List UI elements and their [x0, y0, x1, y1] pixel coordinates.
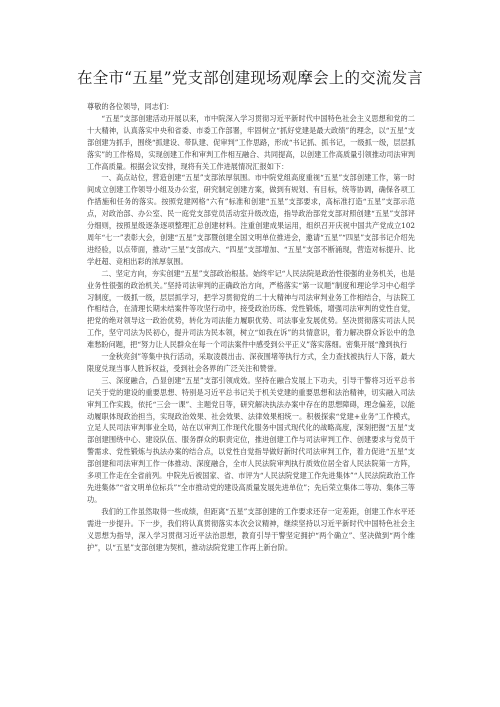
paragraph-continuation: 一金秋亮剑”等集中执行活动，采取凌晨出击、深夜围堵等执行方式，全力查找被执行人下落，最大限度兑现当事人胜诉权益，受到社会各界的广泛关注和赞誉。 — [87, 352, 415, 373]
paragraph-section-one: 一、高点站位，营造创建“五星”支部浓厚氛围。市中院党组高度重视“五星”支部创建工作，第一时间成立创建工作领导小组及办公室，研究制定创建方案，做到有规划、有目标，统等协调，确保各项工作措施和任务的落实。按照党建网格“六有”标准和创建“五星”支部要求，高标准打造“五星”支部示范点，对政治部、办公室、民一庭党支部党员活动室升级改造，指导政治部党支部对照创建“五星”支部评分细则，按照星级逐条逐项整理汇总创建材料。注重创建成果运用，组织召开庆祝中国共产党成立102周年“七一”表彰大会，创建“五星”支部暨创建全国文明单位推进会，邀请“五星”“四星”支部书记介绍先进经验，以点带面，推动“三星”支部成六、“四星”支部增加、“五星”支部不断涌现，营造对标提升、比学赶超、竞相出彩的浓厚氛围。 — [87, 173, 415, 266]
document-body — [87, 101, 415, 553]
paragraph-section-two: 二、坚定方向，夯实创建“五星”支部政治根基。始终牢记“人民法院是政治性很强的业务机关，也是业务性很强的政治机关。”坚持司法审判的正确政治方向，严格落实“第一议题”制度和理论学习中心组学习制度，一级抓一级，层层抓学习，把学习贯彻党的二十大精神与司法审判业务工作相结合，与法院工作相结合，在清理长期未结案件等攻坚行动中，接受政治历练、党性锻炼，增强司法审判的党性自觉，把党的绝对领导这一政治优势，转化为司法能力履职优势、司法事业发展优势。坚决贯彻落实司法人民工作，坚守司法为民初心，提升司法为民本领，树立“如我在诉”的共情意识，着力解决群众诉讼中的急难愁盼问题，把“努力让人民群众在每一个司法案件中感受到公平正义”落实落细。密集开展“豫到执行 — [87, 268, 415, 350]
salutation: 尊敬的各位领导，同志们： — [87, 102, 174, 111]
paragraph-section-three: 三、深度融合，凸显创建“五星”支部引领成效。坚持在融合发展上下功夫，引导干警将习近平总书记关于党的建设的重要思想、特别是习近平总书记关于机关党建的重要思想和法治精神，切实融入司法审判工作实践，依托“三会一课”、主题党日等，研究解决执法办案中存在的思想障碍，理念偏差，以能动履职体现政治担当，实现政治效果、社会效果、法律效果相统一。积极探索“党建+业务”工作模式，立足人民司法审判事业全局，站在以审判工作现代化服务中国式现代化的战略高度，深刻把握“五星”支部创建围绕中心、建设队伍、服务群众的职责定位，推进创建工作与司法审判工作、创建要求与党员干警需求、党性锻炼与执法办案的结合点，以党性自觉指导做好新时代司法审判工作，着力促进“五星”支部创建和司法审判工作一体推动、深度融合，全市人民法院审判执行质效位居全省人民法院第一方阵，多项工作走在全省前列。中院先后被国家、省、市评为“人民法院党建工作先进集体”“人民法院政治工作先进集体”“省文明单位标兵”“全市推动党的建设高质量发展先进单位”；先后荣立集体二等功、集体三等功。 — [87, 375, 415, 504]
paragraph-conclusion: 我们的工作虽然取得一些成绩，但距离“五星”支部创建的工作要求还存一定差距，创建工作水平还需进一步提升。下一步，我们将认真贯彻落实本次会议精神，继续坚持以习近平新时代中国特色社会主义思想为指导，深入学习贯彻习近平法治思想，教育引导干警坚定拥护“两个确立”、坚决做到“两个维护”，以“五星”支部创建为契机，推动法院党建工作再上新台阶。 — [87, 506, 415, 552]
document-title: 在全市“五星”党支部创建现场观摩会上的交流发言 — [77, 69, 423, 87]
paragraph-intro: “五星”支部创建活动开展以来，市中院深入学习贯彻习近平新时代中国特色社会主义思想和党的二十大精神，认真落实中央和省委、市委工作部署，牢固树立“抓好党建是最大政绩”的理念，以“五星”支部创建为抓手，围绕“抓建设、带队建、促审判”工作思路，形成“书记抓、抓书记，一级抓一级，层层抓落实”的工作格局，实现创建工作和审判工作相互融合、共同提高，以创建工作高质量引领推动司法审判工作高质量。根据会议安排，现将有关工作进展情况汇报如下： — [87, 113, 415, 171]
